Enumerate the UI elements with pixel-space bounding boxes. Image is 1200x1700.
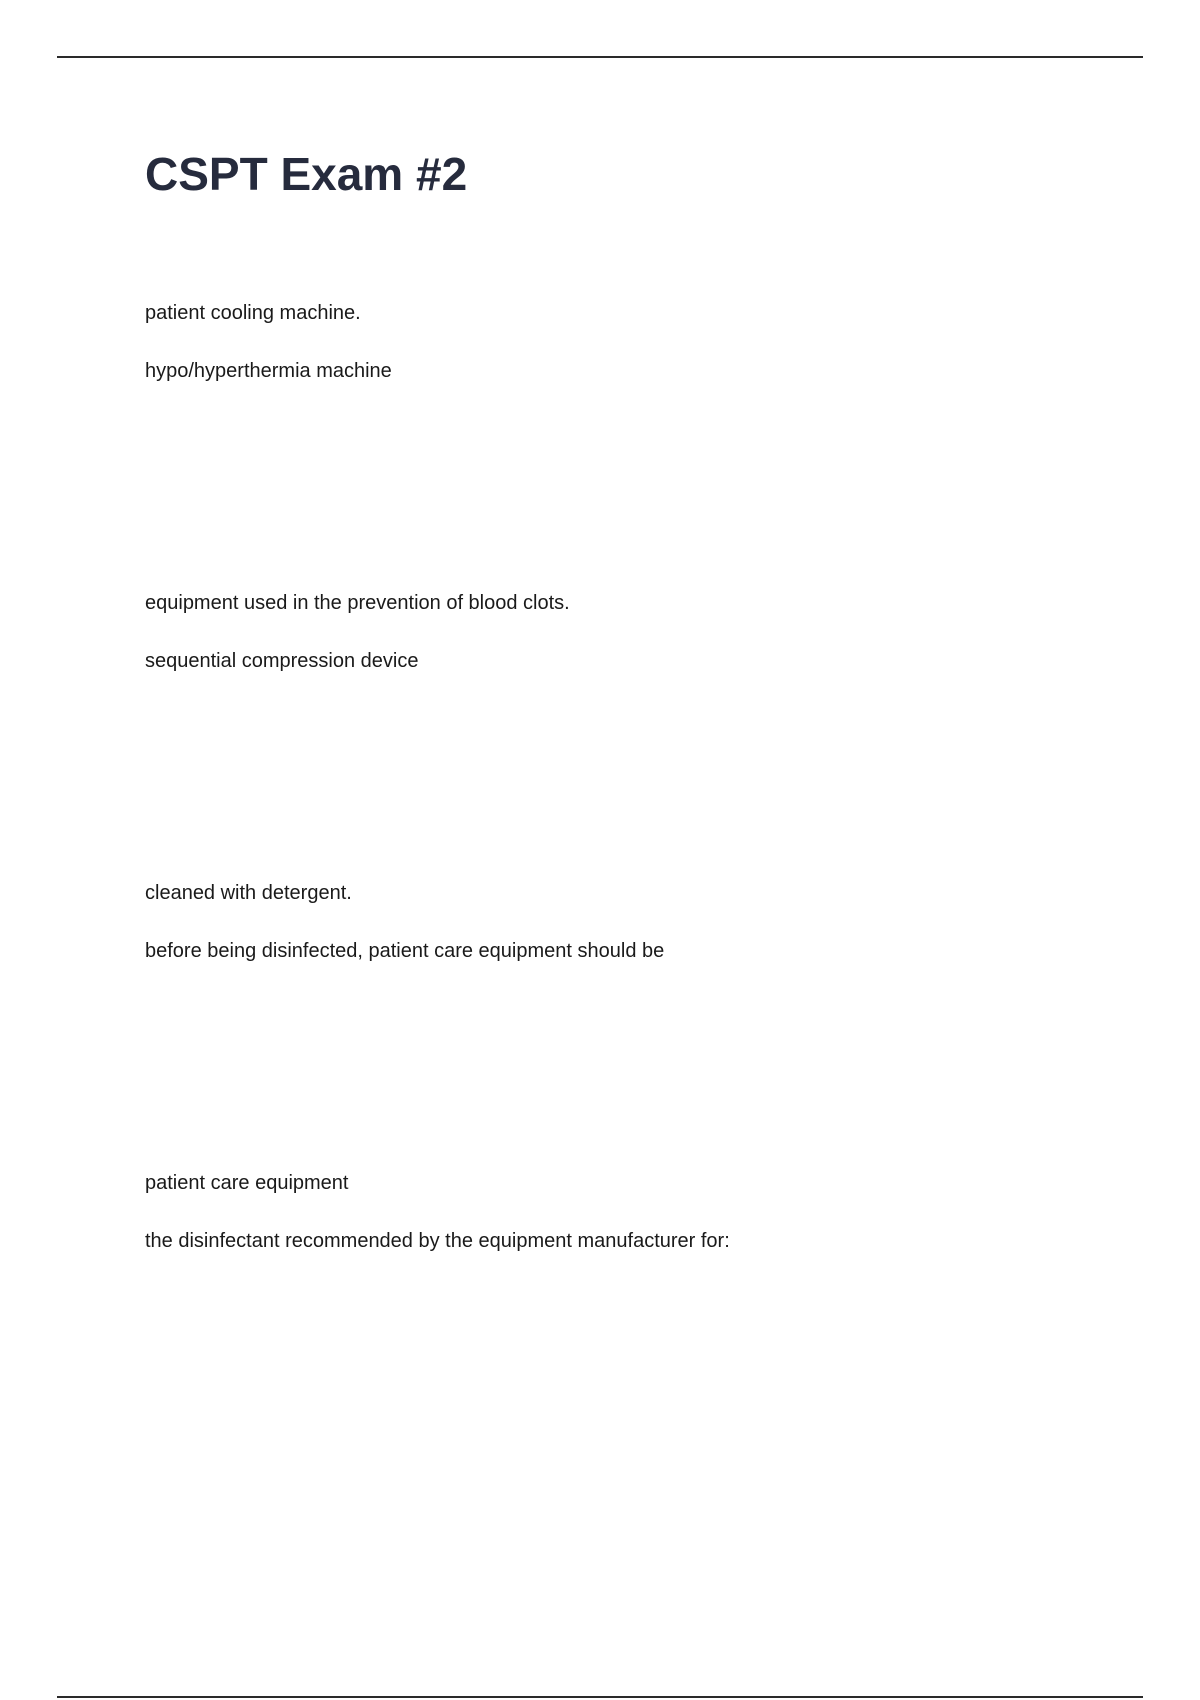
card-term: patient care equipment — [145, 1172, 349, 1194]
flashcard-2 — [145, 591, 1105, 673]
card-term: cleaned with detergent. — [145, 882, 352, 904]
card-definition: the disinfectant recommended by the equipment manufacturer for: — [145, 1230, 730, 1252]
top-divider — [57, 56, 1143, 58]
page-title: CSPT Exam #2 — [145, 148, 468, 200]
card-definition: before being disinfected, patient care equipment should be — [145, 940, 665, 962]
card-term: equipment used in the prevention of blood clots. — [145, 592, 570, 614]
card-definition: sequential compression device — [145, 650, 419, 672]
card-term: patient cooling machine. — [145, 302, 361, 324]
bottom-divider — [57, 1696, 1143, 1698]
flashcard-3 — [145, 881, 1105, 963]
card-definition: hypo/hyperthermia machine — [145, 360, 392, 382]
flashcard-4 — [145, 1171, 1105, 1253]
flashcard-1 — [145, 301, 1105, 383]
